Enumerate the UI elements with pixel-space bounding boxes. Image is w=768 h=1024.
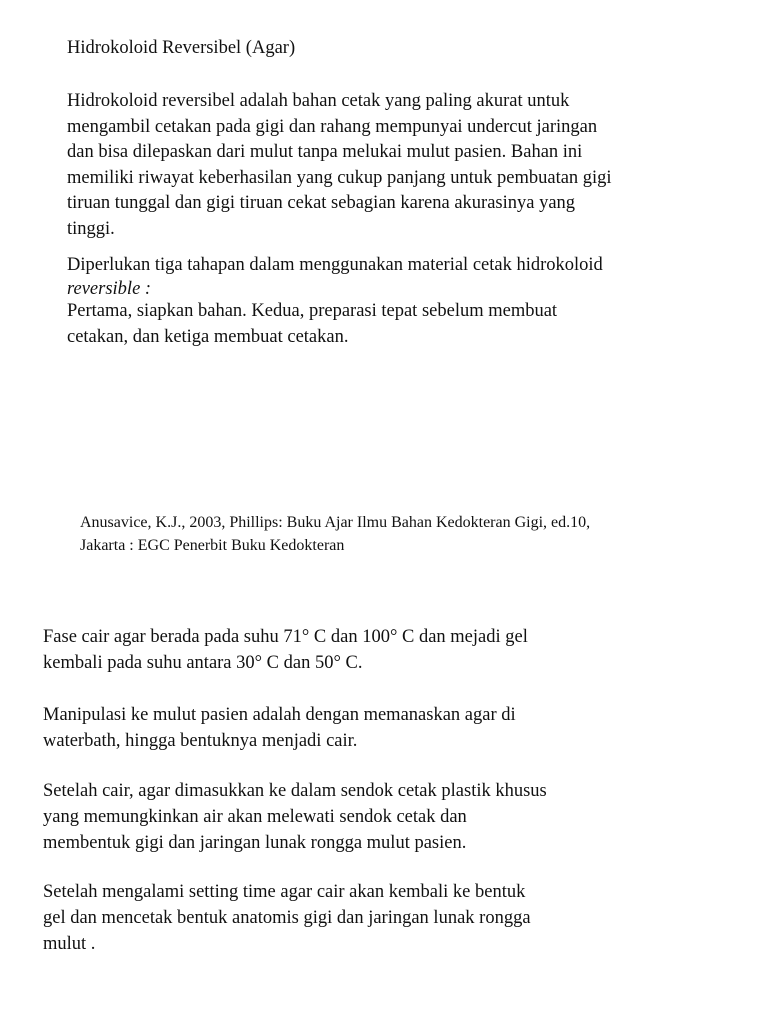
- paragraph-line: memiliki riwayat keberhasilan yang cukup panjang untuk pembuatan gigi: [67, 167, 612, 188]
- paragraph-line: mengambil cetakan pada gigi dan rahang mempunyai undercut jaringan: [67, 116, 598, 137]
- paragraph-steps: [67, 298, 557, 350]
- paragraph-line: gel dan mencetak bentuk anatomis gigi dan jaringan lunak rongga: [43, 908, 531, 928]
- paragraph-steps-intro: Diperlukan tiga tahapan dalam menggunakan material cetak hidrokoloid: [67, 255, 603, 275]
- paragraph-line: yang memungkinkan air akan melewati sendok cetak dan: [43, 807, 467, 827]
- paragraph-line: waterbath, hingga bentuknya menjadi cair.: [43, 731, 358, 751]
- reference-line: Anusavice, K.J., 2003, Phillips: Buku Ajar Ilmu Bahan Kedokteran Gigi, ed.10,: [80, 514, 591, 531]
- paragraph-line: kembali pada suhu antara 30° C dan 50° C.: [43, 653, 363, 673]
- paragraph-line: tiruan tunggal dan gigi tiruan cekat sebagian karena akurasinya yang: [67, 193, 576, 213]
- paragraph-temperature: [43, 624, 528, 676]
- paragraph-line: Hidrokoloid reversibel adalah bahan cetak yang paling akurat untuk: [67, 91, 570, 111]
- paragraph-line: mulut .: [43, 934, 96, 954]
- reference-citation: [80, 511, 590, 557]
- paragraph-line: Pertama, siapkan bahan. Kedua, preparasi tepat sebelum membuat: [67, 301, 558, 321]
- paragraph-line: membentuk gigi dan jaringan lunak rongga mulut pasien.: [43, 833, 467, 853]
- reference-line: Jakarta : EGC Penerbit Buku Kedokteran: [80, 537, 345, 554]
- paragraph-line: Fase cair agar berada pada suhu 71° C dan 100° C dan mejadi gel: [43, 627, 528, 647]
- paragraph-line: Setelah mengalami setting time agar cair akan kembali ke bentuk: [43, 882, 526, 902]
- paragraph-line: tinggi.: [67, 218, 115, 239]
- paragraph-tray: [43, 778, 547, 856]
- paragraph-line: dan bisa dilepaskan dari mulut tanpa melukai mulut pasien. Bahan ini: [67, 142, 583, 162]
- paragraph-manipulation: [43, 702, 516, 754]
- paragraph-line: Setelah cair, agar dimasukkan ke dalam sendok cetak plastik khusus: [43, 781, 547, 801]
- paragraph-line: Manipulasi ke mulut pasien adalah dengan memanaskan agar di: [43, 705, 516, 725]
- paragraph-definition: [67, 89, 612, 242]
- document-title: Hidrokoloid Reversibel (Agar): [67, 38, 296, 58]
- paragraph-line: cetakan, dan ketiga membuat cetakan.: [67, 327, 349, 347]
- paragraph-setting: [43, 879, 531, 957]
- paragraph-steps-italic-term: reversible :: [67, 279, 152, 299]
